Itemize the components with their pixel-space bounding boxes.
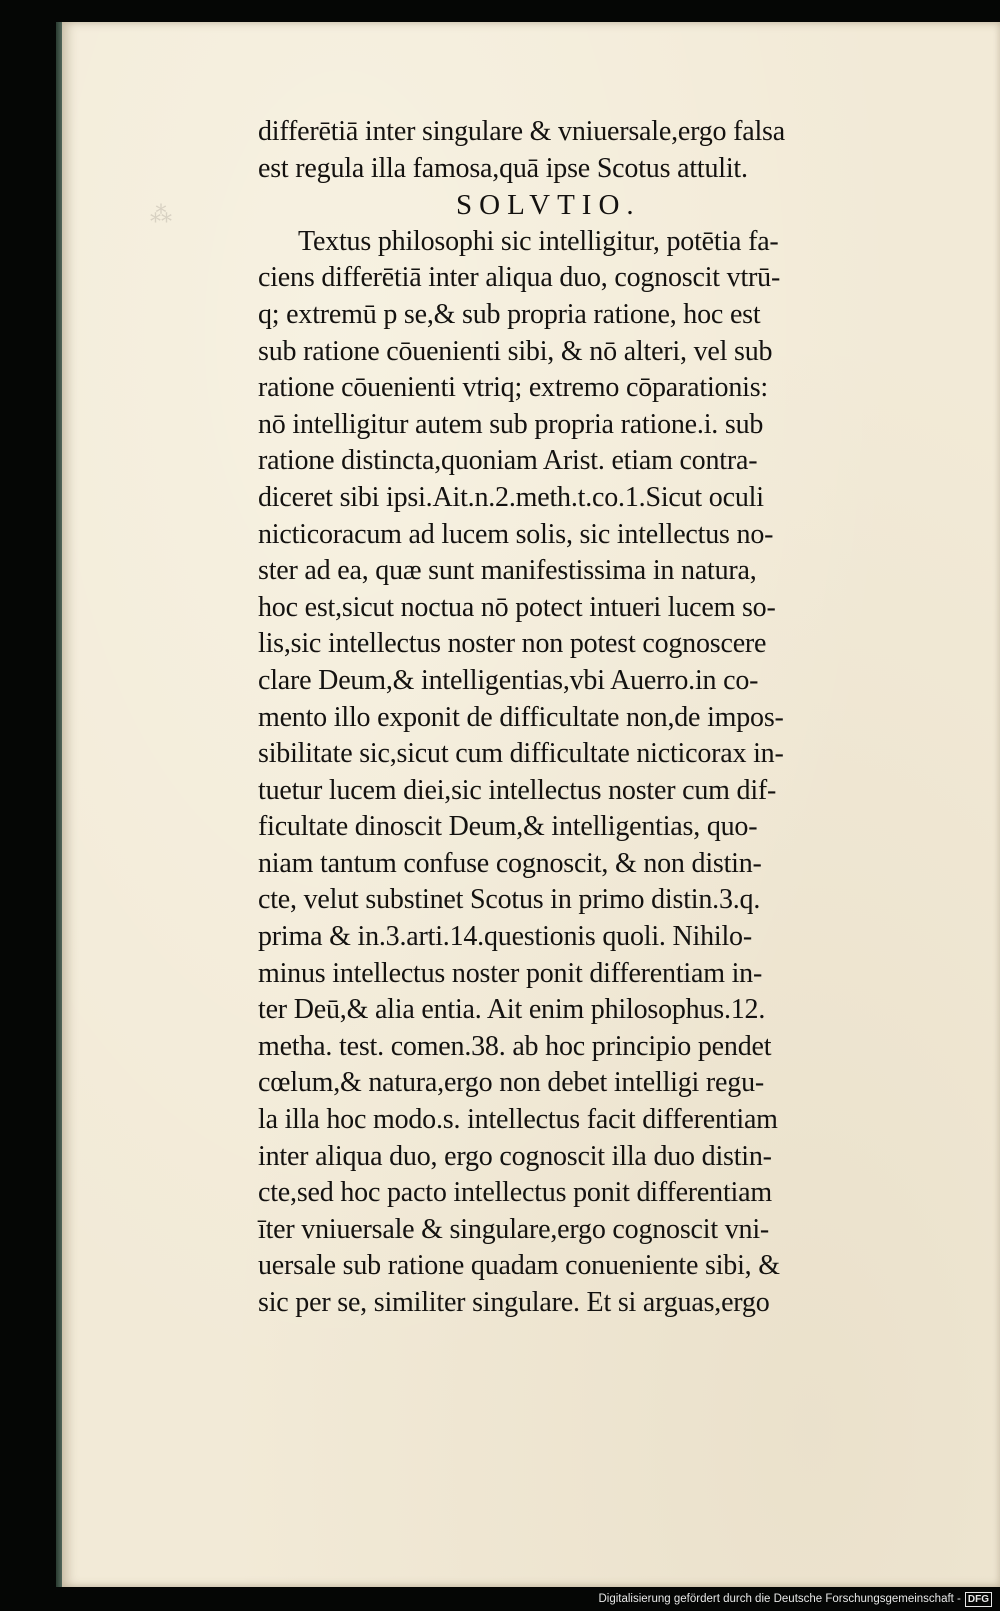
text-line: la illa hoc modo.s. intellectus facit differentiam <box>258 1104 778 1136</box>
text-line: tuetur lucem diei,sic intellectus noster cum dif- <box>258 774 777 806</box>
text-line: ter Deū,& alia entia. Ait enim philosophus.12. <box>258 994 766 1026</box>
text-line: prima & in.3.arti.14.questionis quoli. Nihilo- <box>258 921 752 953</box>
dfg-logo: DFG <box>965 1592 992 1607</box>
footer-credit <box>598 1589 992 1609</box>
footer-text: Digitalisierung gefördert durch die Deutsche Forschungsgemeinschaft - <box>598 1593 961 1605</box>
text-line: cte,sed hoc pacto intellectus ponit differentiam <box>258 1177 772 1209</box>
text-line: ratione cōuenienti vtriq; extremo cōparationis: <box>258 372 768 404</box>
text-line: metha. test. comen.38. ab hoc principio pendet <box>258 1030 772 1062</box>
text-line: uersale sub ratione quadam conueniente sibi, & <box>258 1250 780 1282</box>
paragraph <box>258 224 938 1322</box>
text-line: niam tantum confuse cognoscit, & non distin- <box>258 847 762 879</box>
text-line: ratione distincta,quoniam Arist. etiam contra- <box>258 445 758 477</box>
text-line: cte, velut substinet Scotus in primo distin.3.q. <box>258 884 761 916</box>
text-line: sub ratione cōuenienti sibi, & nō alteri, vel sub <box>258 335 773 367</box>
text-line: diceret sibi ipsi.Ait.n.2.meth.t.co.1.Sicut oculi <box>258 481 764 513</box>
text-line: ster ad ea, quæ sunt manifestissima in natura, <box>258 555 757 587</box>
text-line: Textus philosophi sic intelligitur, potētia fa- <box>298 225 779 257</box>
text-line: inter aliqua duo, ergo cognoscit illa duo distin- <box>258 1140 772 1172</box>
text-line: hoc est,sicut noctua nō potect intueri lucem so- <box>258 591 776 623</box>
text-line: cœlum,& natura,ergo non debet intelligi regu- <box>258 1067 765 1099</box>
page-text <box>258 114 938 1322</box>
text-line: īter vniuersale & singulare,ergo cognoscit vni- <box>258 1213 770 1245</box>
text-line: clare Deum,& intelligentias,vbi Auerro.in co- <box>258 664 759 696</box>
text-line: nicticoracum ad lucem solis, sic intellectus no- <box>258 518 774 550</box>
text-line: minus intellectus noster ponit differentiam in- <box>258 957 763 989</box>
text-line: ficultate dinoscit Deum,& intelligentias, quo- <box>258 811 758 843</box>
text-line: q; extremū p se,& sub propria ratione, hoc est <box>258 298 761 330</box>
text-line: lis,sic intellectus noster non potest cognoscere <box>258 628 767 660</box>
text-line: ciens differētiā inter aliqua duo, cognoscit vtrū- <box>258 262 781 294</box>
text-line: mento illo exponit de difficultate non,de impos- <box>258 701 784 733</box>
section-heading: SOLVTIO. <box>456 189 641 222</box>
bleed-through-mark: ⁂ <box>150 202 172 227</box>
text-line: nō intelligitur autem sub propria ratione.i. sub <box>258 408 764 440</box>
text-line: sibilitate sic,sicut cum difficultate nicticorax in- <box>258 738 784 770</box>
text-line: differētiā inter singulare & vniuersale,ergo falsa <box>258 116 785 147</box>
text-line: sic per se, similiter singulare. Et si arguas,ergo <box>258 1287 770 1318</box>
text-line: est regula illa famosa,quā ipse Scotus attulit. <box>258 152 748 184</box>
